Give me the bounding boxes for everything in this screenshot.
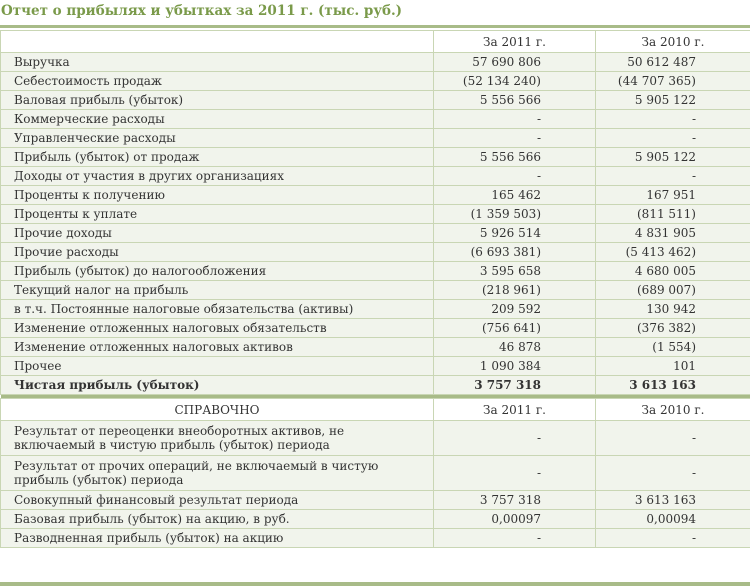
value-2011: 3 757 318 — [434, 491, 596, 510]
row-label: Изменение отложенных налоговых обязательств — [1, 319, 434, 338]
value-2010: (1 554) — [596, 338, 750, 357]
reference-header-2011: За 2011 г. — [434, 399, 596, 421]
table-row — [1, 53, 750, 72]
table-row — [1, 529, 750, 548]
title-divider — [0, 25, 750, 28]
table-row — [1, 319, 750, 338]
row-label: Результат от прочих операций, не включаемый в чистую прибыль (убыток) периода — [1, 456, 434, 491]
row-label: Доходы от участия в других организациях — [1, 167, 434, 186]
value-2011: 165 462 — [434, 186, 596, 205]
value-2010: - — [596, 456, 750, 491]
header-label-cell — [1, 31, 434, 53]
value-2010: 101 — [596, 357, 750, 376]
net-profit-row — [1, 376, 750, 395]
value-2011: 3 757 318 — [434, 376, 596, 395]
value-2010: - — [596, 129, 750, 148]
table-row — [1, 224, 750, 243]
value-2010: 4 831 905 — [596, 224, 750, 243]
table-row — [1, 510, 750, 529]
row-label: Управленческие расходы — [1, 129, 434, 148]
table-row — [1, 338, 750, 357]
table-row — [1, 491, 750, 510]
row-label: Прибыль (убыток) до налогообложения — [1, 262, 434, 281]
header-2010: За 2010 г. — [596, 31, 750, 53]
value-2011: - — [434, 110, 596, 129]
row-label: Базовая прибыль (убыток) на акцию, в руб. — [1, 510, 434, 529]
income-statement-table — [0, 30, 750, 548]
reference-title: СПРАВОЧНО — [1, 399, 434, 421]
value-2010: (376 382) — [596, 319, 750, 338]
value-2010: 167 951 — [596, 186, 750, 205]
value-2011: 57 690 806 — [434, 53, 596, 72]
value-2011: 46 878 — [434, 338, 596, 357]
value-2011: - — [434, 529, 596, 548]
row-label: Выручка — [1, 53, 434, 72]
table-row — [1, 300, 750, 319]
table-row — [1, 129, 750, 148]
row-label: Совокупный финансовый результат периода — [1, 491, 434, 510]
row-label: Текущий налог на прибыль — [1, 281, 434, 300]
value-2010: - — [596, 421, 750, 456]
value-2010: (44 707 365) — [596, 72, 750, 91]
value-2011: - — [434, 129, 596, 148]
row-label: Изменение отложенных налоговых активов — [1, 338, 434, 357]
value-2010: - — [596, 110, 750, 129]
row-label: Чистая прибыль (убыток) — [1, 376, 434, 395]
value-2011: - — [434, 456, 596, 491]
value-2011: (6 693 381) — [434, 243, 596, 262]
report-title: Отчет о прибылях и убытках за 2011 г. (тыс. руб.) — [1, 3, 403, 19]
row-label: Результат от переоценки внеоборотных активов, не включаемый в чистую прибыль (убыток) периода — [1, 421, 434, 456]
value-2010: (811 511) — [596, 205, 750, 224]
value-2011: (1 359 503) — [434, 205, 596, 224]
row-label: Прочие расходы — [1, 243, 434, 262]
table-row — [1, 357, 750, 376]
row-label: Коммерческие расходы — [1, 110, 434, 129]
value-2011: 209 592 — [434, 300, 596, 319]
value-2011: - — [434, 421, 596, 456]
row-label: Проценты к уплате — [1, 205, 434, 224]
reference-header-row — [1, 399, 750, 421]
row-label: Прибыль (убыток) от продаж — [1, 148, 434, 167]
table-row — [1, 148, 750, 167]
value-2011: 5 556 566 — [434, 148, 596, 167]
value-2010: 3 613 163 — [596, 491, 750, 510]
row-label: Проценты к получению — [1, 186, 434, 205]
value-2010: 0,00094 — [596, 510, 750, 529]
value-2010: 3 613 163 — [596, 376, 750, 395]
value-2011: (756 641) — [434, 319, 596, 338]
table-row — [1, 72, 750, 91]
row-label: Разводненная прибыль (убыток) на акцию — [1, 529, 434, 548]
table-row — [1, 281, 750, 300]
header-2011: За 2011 г. — [434, 31, 596, 53]
row-label: Прочее — [1, 357, 434, 376]
value-2010: 5 905 122 — [596, 91, 750, 110]
value-2010: - — [596, 167, 750, 186]
value-2010: - — [596, 529, 750, 548]
value-2011: (52 134 240) — [434, 72, 596, 91]
value-2011: 5 556 566 — [434, 91, 596, 110]
bottom-divider — [0, 582, 750, 586]
table-header-row — [1, 31, 750, 53]
value-2011: - — [434, 167, 596, 186]
value-2011: 5 926 514 — [434, 224, 596, 243]
table-row — [1, 91, 750, 110]
table-row — [1, 456, 750, 491]
reference-header-2010: За 2010 г. — [596, 399, 750, 421]
table-row — [1, 262, 750, 281]
value-2011: 0,00097 — [434, 510, 596, 529]
value-2011: (218 961) — [434, 281, 596, 300]
value-2010: (5 413 462) — [596, 243, 750, 262]
table-row — [1, 167, 750, 186]
table-row — [1, 205, 750, 224]
value-2011: 1 090 384 — [434, 357, 596, 376]
row-label: Прочие доходы — [1, 224, 434, 243]
value-2010: 5 905 122 — [596, 148, 750, 167]
row-label: в т.ч. Постоянные налоговые обязательства (активы) — [1, 300, 434, 319]
table-row — [1, 243, 750, 262]
row-label: Валовая прибыль (убыток) — [1, 91, 434, 110]
table-row — [1, 110, 750, 129]
row-label: Себестоимость продаж — [1, 72, 434, 91]
value-2010: 130 942 — [596, 300, 750, 319]
value-2011: 3 595 658 — [434, 262, 596, 281]
value-2010: 50 612 487 — [596, 53, 750, 72]
value-2010: (689 007) — [596, 281, 750, 300]
value-2010: 4 680 005 — [596, 262, 750, 281]
table-row — [1, 186, 750, 205]
table-row — [1, 421, 750, 456]
